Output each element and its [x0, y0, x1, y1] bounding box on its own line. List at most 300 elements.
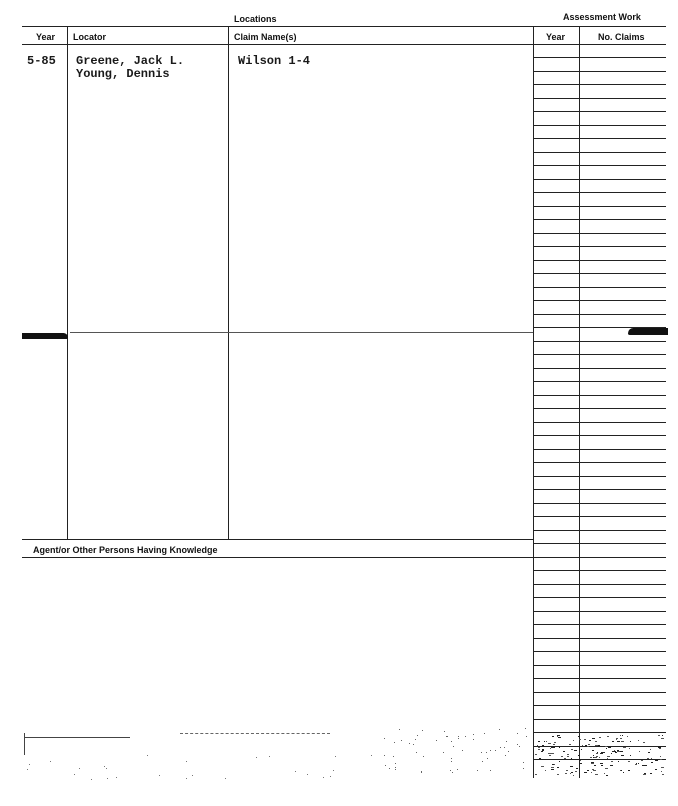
scan-speck	[500, 747, 501, 748]
col-header-claim-names: Claim Name(s)	[234, 32, 297, 42]
assessment-work-row-line	[533, 557, 666, 558]
assessment-work-row-line	[533, 651, 666, 652]
assessment-work-row-line	[533, 705, 666, 706]
scan-speck	[661, 738, 664, 739]
scan-speck	[541, 751, 543, 752]
scan-speck	[538, 749, 540, 750]
scan-speck	[545, 770, 546, 771]
assessment-work-row-line	[533, 665, 666, 666]
scan-speck	[594, 765, 596, 766]
scan-speck	[487, 758, 488, 759]
entry-locators	[76, 55, 184, 81]
assessment-work-row-line	[533, 624, 666, 625]
scan-speck	[415, 739, 416, 740]
scan-speck	[647, 758, 649, 759]
entry-claim-name: Wilson 1-4	[238, 54, 311, 68]
scan-speck	[417, 735, 418, 736]
scan-speck	[566, 770, 568, 771]
scan-speck	[575, 771, 577, 772]
scan-speck	[638, 740, 639, 741]
scan-speck	[599, 757, 600, 758]
entry-locator-2: Young, Dennis	[76, 67, 170, 81]
scan-speck	[641, 760, 643, 761]
scan-speck	[618, 761, 619, 762]
assessment-work-row-line	[533, 503, 666, 504]
assessment-work-row-line	[533, 111, 666, 112]
fold-mark-right	[628, 328, 668, 335]
scan-speck	[444, 731, 445, 732]
scan-speck	[591, 763, 594, 764]
assessment-work-row-line	[533, 179, 666, 180]
bottom-left-tick	[24, 733, 25, 755]
scan-speck	[600, 753, 603, 754]
scan-speck	[573, 740, 574, 741]
col-header-year: Year	[36, 32, 56, 42]
scan-speck	[79, 768, 80, 769]
scan-speck	[617, 751, 620, 752]
scan-speck	[395, 763, 396, 764]
scan-speck	[526, 736, 527, 737]
agent-label: Agent/or Other Persons Having Knowledge	[33, 545, 218, 555]
scan-speck	[225, 778, 226, 779]
scan-speck	[74, 774, 75, 775]
scan-speck	[616, 739, 617, 740]
scan-speck	[554, 742, 556, 743]
bottom-dashed-rule-2	[180, 733, 330, 734]
scan-speck	[630, 755, 631, 756]
scan-speck	[595, 774, 598, 775]
scan-speck	[535, 754, 537, 755]
scan-speck	[565, 773, 567, 774]
scan-speck	[553, 747, 555, 748]
scan-speck	[395, 767, 396, 768]
scan-speck	[451, 761, 452, 762]
scan-speck	[473, 739, 474, 740]
scan-speck	[192, 775, 193, 776]
scan-speck	[551, 769, 554, 770]
scan-speck	[409, 743, 410, 744]
scan-speck	[104, 766, 105, 767]
scan-speck	[590, 757, 592, 758]
scan-speck	[453, 746, 454, 747]
scan-speck	[615, 752, 617, 753]
assessment-work-row-line	[533, 530, 666, 531]
scan-speck	[644, 773, 646, 774]
scan-speck	[557, 735, 560, 736]
scan-speck	[595, 741, 597, 742]
assessment-work-row-line	[533, 314, 666, 315]
bottom-dashed-rule	[24, 737, 130, 738]
scan-speck	[568, 754, 569, 755]
assessment-work-title: Assessment Work	[563, 12, 641, 22]
scan-speck	[399, 729, 400, 730]
scan-speck	[584, 772, 587, 773]
assessment-work-row-line	[533, 368, 666, 369]
scan-speck	[569, 744, 571, 745]
scan-speck	[580, 763, 582, 764]
scan-speck	[580, 760, 581, 761]
scan-speck	[384, 738, 385, 739]
scan-speck	[542, 750, 544, 751]
scan-speck	[256, 757, 257, 758]
scan-speck	[635, 764, 637, 765]
scan-speck	[593, 770, 595, 771]
scan-speck	[595, 745, 598, 746]
scan-speck	[505, 755, 506, 756]
assessment-work-row-line	[533, 165, 666, 166]
assessment-work-row-line	[533, 206, 666, 207]
scan-speck	[650, 773, 652, 774]
scan-speck	[413, 744, 414, 745]
scan-speck	[611, 761, 613, 762]
col-header-aw-year: Year	[546, 32, 566, 42]
scan-speck	[639, 751, 640, 752]
scan-speck	[50, 761, 51, 762]
scan-speck	[462, 750, 463, 751]
assessment-work-row-line	[533, 84, 666, 85]
col-header-aw-no-claims: No. Claims	[598, 32, 645, 42]
scan-speck	[606, 748, 607, 749]
scan-speck	[458, 738, 459, 739]
scan-speck	[451, 758, 452, 759]
assessment-work-row-line	[533, 449, 666, 450]
locations-bottom-rule	[22, 539, 533, 540]
scan-speck	[570, 766, 573, 767]
scan-speck	[519, 746, 520, 747]
assessment-work-row-line	[533, 233, 666, 234]
scan-speck	[596, 756, 598, 757]
scan-speck	[658, 747, 661, 748]
scan-speck	[598, 745, 600, 746]
scan-speck	[599, 737, 601, 738]
scan-speck	[548, 743, 551, 744]
assessment-work-row-line	[533, 408, 666, 409]
assessment-work-row-line	[533, 570, 666, 571]
entry-year: 5-85	[27, 54, 56, 68]
scan-speck	[517, 744, 518, 745]
assessment-work-row-line	[533, 71, 666, 72]
scan-speck	[416, 752, 417, 753]
scan-speck	[610, 765, 613, 766]
scan-speck	[630, 741, 631, 742]
scan-speck	[611, 753, 612, 754]
assessment-work-row-line	[533, 543, 666, 544]
scan-speck	[623, 772, 624, 773]
scan-speck	[371, 755, 372, 756]
scan-speck	[523, 762, 524, 763]
assessment-work-row-line	[533, 476, 666, 477]
assessment-work-row-line	[533, 287, 666, 288]
scan-speck	[600, 763, 603, 764]
scan-speck	[393, 756, 394, 757]
assessment-work-row-line	[533, 57, 666, 58]
scan-speck	[451, 741, 452, 742]
entry-locator-1: Greene, Jack L.	[76, 54, 185, 68]
scan-speck	[571, 749, 573, 750]
scan-speck	[559, 747, 560, 748]
scan-speck	[596, 753, 598, 754]
scan-speck	[592, 738, 595, 739]
scan-speck	[587, 746, 589, 747]
scan-speck	[592, 750, 594, 751]
assessment-work-row-line	[533, 395, 666, 396]
assessment-work-row-line	[533, 327, 666, 328]
scan-speck	[601, 752, 604, 753]
scan-speck	[661, 767, 664, 768]
assessment-work-row-line	[533, 354, 666, 355]
scan-speck	[541, 766, 544, 767]
assessment-work-row-line	[533, 381, 666, 382]
scan-speck	[581, 749, 582, 750]
scan-speck	[504, 747, 505, 748]
assessment-work-row-line	[533, 597, 666, 598]
assessment-work-row-line	[533, 341, 666, 342]
scan-speck	[623, 747, 626, 748]
scan-speck	[591, 772, 592, 773]
scan-speck	[436, 740, 437, 741]
scan-speck	[578, 755, 579, 756]
scan-speck	[658, 735, 660, 736]
assessment-work-row-line	[533, 98, 666, 99]
scan-speck	[495, 750, 496, 751]
scan-speck	[557, 774, 559, 775]
scan-speck	[620, 751, 623, 752]
assessment-work-row-line	[533, 246, 666, 247]
scan-speck	[384, 755, 385, 756]
assessment-work-row-line	[533, 611, 666, 612]
scan-speck	[563, 751, 565, 752]
scan-speck	[587, 770, 589, 771]
scan-speck	[621, 755, 624, 756]
scan-speck	[473, 734, 474, 735]
scan-speck	[549, 755, 551, 756]
scan-speck	[643, 774, 646, 775]
scan-speck	[574, 750, 577, 751]
scan-speck	[486, 752, 487, 753]
scan-speck	[29, 764, 30, 765]
scan-speck	[661, 771, 662, 772]
scan-speck	[91, 779, 92, 780]
scan-speck	[606, 775, 608, 776]
scan-speck	[544, 741, 545, 742]
scan-speck	[612, 741, 614, 742]
col-divider-year-locator	[67, 26, 68, 539]
scan-speck	[551, 767, 554, 768]
scan-speck	[567, 754, 568, 755]
scan-speck	[582, 745, 583, 746]
scan-speck	[552, 736, 554, 737]
scan-speck	[330, 776, 331, 777]
scan-speck	[576, 768, 578, 769]
scan-speck	[443, 752, 444, 753]
scan-speck	[506, 741, 507, 742]
scan-speck	[450, 770, 451, 771]
scan-speck	[307, 774, 308, 775]
scan-speck	[655, 760, 658, 761]
scan-speck	[333, 770, 334, 771]
scan-speck	[542, 745, 544, 746]
scan-speck	[662, 735, 663, 736]
scan-speck	[389, 768, 390, 769]
scan-speck	[508, 751, 509, 752]
scan-speck	[401, 740, 402, 741]
scan-speck	[295, 771, 296, 772]
scan-speck	[660, 759, 662, 760]
scan-speck	[550, 748, 551, 749]
scan-speck	[607, 758, 608, 759]
scan-speck	[659, 748, 661, 749]
scan-speck	[482, 761, 483, 762]
scan-speck	[481, 752, 482, 753]
fold-mark-left	[22, 333, 68, 339]
scan-speck	[637, 746, 639, 747]
scan-speck	[551, 753, 554, 754]
scan-speck	[608, 747, 611, 748]
agent-rule	[22, 557, 533, 558]
assessment-work-row-line	[533, 638, 666, 639]
scan-speck	[106, 768, 107, 769]
scan-speck	[627, 736, 628, 737]
assessment-work-row-line	[533, 719, 666, 720]
assessment-work-row-line	[533, 300, 666, 301]
scan-speck	[651, 762, 653, 763]
assessment-work-row-line	[533, 489, 666, 490]
scan-speck	[323, 777, 324, 778]
scan-speck	[186, 778, 187, 779]
assessment-work-row-line	[533, 732, 666, 733]
assessment-work-row-line	[533, 516, 666, 517]
header-rule	[22, 44, 666, 45]
scan-speck	[621, 741, 623, 742]
scan-speck	[477, 770, 478, 771]
scan-speck	[537, 745, 538, 746]
scan-speck	[395, 769, 396, 770]
scan-speck	[648, 752, 650, 753]
col-divider-locator-claim	[228, 26, 229, 539]
scan-speck	[538, 741, 540, 742]
scan-speck	[601, 765, 603, 766]
scan-speck	[593, 755, 594, 756]
scan-speck	[614, 750, 615, 751]
scan-speck	[584, 739, 586, 740]
locations-title: Locations	[234, 14, 277, 24]
scan-speck	[660, 756, 661, 757]
scan-speck	[604, 752, 605, 753]
scan-speck	[548, 753, 551, 754]
scan-speck	[643, 742, 645, 743]
scan-speck	[621, 770, 622, 771]
top-rule	[22, 26, 666, 27]
scan-speck	[457, 769, 458, 770]
scan-speck	[539, 758, 541, 759]
scan-speck	[557, 767, 559, 768]
scan-speck	[579, 739, 581, 740]
scan-speck	[628, 761, 630, 762]
scan-speck	[629, 748, 630, 749]
scan-speck	[644, 765, 646, 766]
scan-speck	[655, 769, 657, 770]
scan-speck	[525, 728, 526, 729]
assessment-work-row-line	[533, 152, 666, 153]
scan-speck	[622, 735, 623, 736]
scan-speck	[628, 770, 630, 771]
scan-speck	[446, 736, 447, 737]
scan-speck	[564, 758, 566, 759]
scan-speck	[620, 770, 621, 771]
scan-speck	[607, 756, 610, 757]
scan-speck	[553, 744, 555, 745]
scan-speck	[517, 733, 518, 734]
scan-speck	[394, 742, 395, 743]
scan-speck	[546, 741, 547, 742]
scan-speck	[605, 768, 608, 769]
scan-speck	[594, 757, 597, 758]
assessment-work-row-line	[533, 584, 666, 585]
scan-speck	[542, 749, 544, 750]
scan-speck	[465, 736, 466, 737]
scan-speck	[159, 775, 160, 776]
scan-speck	[567, 756, 569, 757]
scan-speck	[573, 775, 574, 776]
scan-speck	[458, 736, 459, 737]
scan-speck	[617, 741, 620, 742]
scan-speck	[147, 755, 148, 756]
scan-speck	[422, 730, 423, 731]
scan-speck	[490, 750, 491, 751]
assessment-work-row-line	[533, 462, 666, 463]
assessment-work-row-line	[533, 692, 666, 693]
scan-speck	[620, 738, 622, 739]
scan-speck	[421, 772, 422, 773]
scan-speck	[490, 770, 491, 771]
scan-speck	[571, 758, 572, 759]
scan-speck	[423, 756, 424, 757]
scan-speck	[638, 763, 639, 764]
scan-speck	[186, 761, 187, 762]
scan-speck	[27, 769, 28, 770]
scan-speck	[484, 733, 485, 734]
scan-speck	[593, 757, 594, 758]
scan-speck	[620, 735, 621, 736]
scan-speck	[578, 736, 579, 737]
assessment-work-row-line	[533, 125, 666, 126]
scan-speck	[538, 747, 540, 748]
scan-speck	[570, 773, 571, 774]
assessment-work-row-line	[533, 192, 666, 193]
assessment-work-row-line	[533, 678, 666, 679]
scan-speck	[452, 772, 453, 773]
scan-speck	[561, 756, 563, 757]
scan-speck	[107, 778, 108, 779]
scan-speck	[499, 729, 500, 730]
scan-speck	[523, 768, 524, 769]
assessment-work-row-line	[533, 219, 666, 220]
assessment-work-row-line	[533, 138, 666, 139]
scan-speck	[335, 756, 336, 757]
scan-speck	[607, 736, 609, 737]
scan-speck	[604, 773, 605, 774]
scan-speck	[535, 774, 537, 775]
scan-speck	[552, 764, 554, 765]
fold-line	[70, 332, 533, 333]
scan-speck	[447, 736, 448, 737]
scan-speck	[605, 746, 607, 747]
assessment-work-row-line	[533, 759, 666, 760]
scan-speck	[589, 740, 591, 741]
scan-speck	[385, 765, 386, 766]
scan-speck	[662, 774, 664, 775]
scan-speck	[559, 761, 560, 762]
